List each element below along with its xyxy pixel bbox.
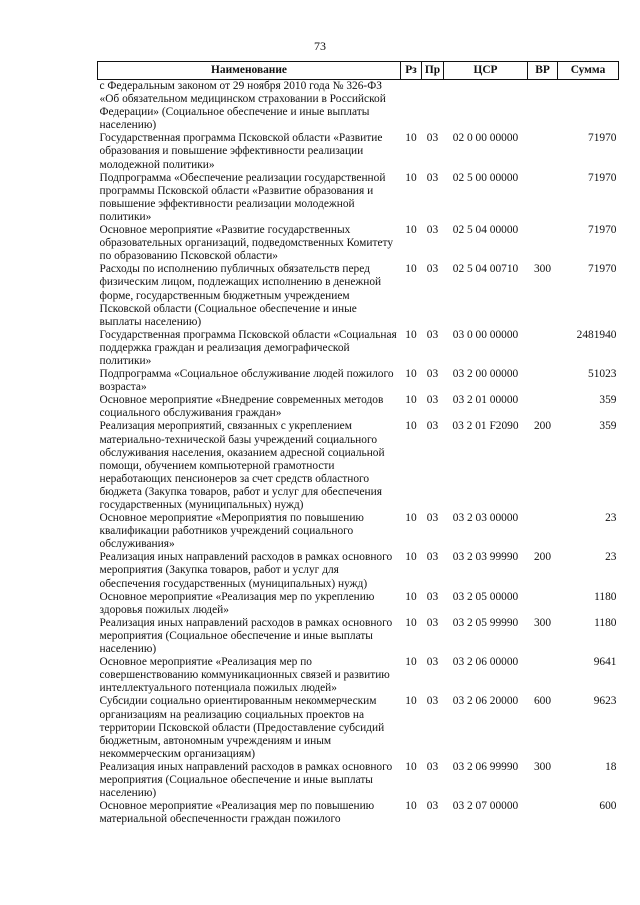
cell-pr: 03 bbox=[426, 171, 439, 184]
cell-sum: 23 bbox=[605, 512, 617, 525]
cell-vr bbox=[528, 80, 558, 133]
cell-rz: 10 bbox=[405, 263, 417, 276]
cell-name: Основное мероприятие «Мероприятия по повышению квалификации работников учреждений социального обслуживания» bbox=[99, 512, 364, 551]
cell-vr bbox=[528, 512, 558, 551]
cell-vr bbox=[528, 591, 558, 617]
cell-csr: 03 2 05 99990 bbox=[452, 616, 519, 629]
table-row bbox=[98, 617, 619, 656]
cell-csr: 03 2 00 00000 bbox=[452, 368, 519, 381]
table-row bbox=[98, 761, 619, 800]
cell-rz: 10 bbox=[405, 695, 417, 708]
cell-sum: 359 bbox=[599, 394, 617, 407]
cell-rz: 10 bbox=[405, 328, 417, 341]
cell-rz: 10 bbox=[405, 132, 417, 145]
cell-csr: 03 0 00 00000 bbox=[452, 328, 519, 341]
cell-pr: 03 bbox=[426, 368, 439, 381]
cell-sum: 9641 bbox=[593, 656, 617, 669]
cell-vr: 600 bbox=[533, 695, 552, 708]
table-row bbox=[98, 329, 619, 368]
cell-rz bbox=[401, 80, 422, 133]
table-row bbox=[98, 224, 619, 263]
cell-sum: 1180 bbox=[594, 590, 617, 603]
cell-csr: 03 2 03 99990 bbox=[452, 551, 519, 564]
cell-pr: 03 bbox=[426, 656, 439, 669]
cell-vr bbox=[528, 132, 558, 171]
table-row bbox=[98, 394, 619, 420]
budget-table bbox=[97, 61, 619, 826]
cell-rz: 10 bbox=[405, 656, 417, 669]
cell-vr bbox=[528, 172, 558, 224]
cell-sum: 23 bbox=[605, 551, 617, 564]
cell-vr: 300 bbox=[533, 263, 552, 276]
cell-name: Основное мероприятие «Внедрение современных методов социального обслуживания граждан» bbox=[99, 394, 384, 420]
cell-vr bbox=[528, 394, 558, 420]
cell-name: с Федеральным законом от 29 ноября 2010 года № 326-ФЗ «Об обязательном медицинском страховании в Российской Федерации» (Социальное обеспечение и иные выплаты населению) bbox=[99, 80, 386, 132]
table-row bbox=[98, 800, 619, 826]
table-row bbox=[98, 656, 619, 695]
cell-rz: 10 bbox=[405, 760, 417, 773]
cell-sum: 71970 bbox=[588, 263, 617, 276]
table-row bbox=[98, 263, 619, 328]
cell-csr: 03 2 06 00000 bbox=[452, 656, 519, 669]
cell-name: Реализация мероприятий, связанных с укреплением материально-технической базы учреждений социального обслуживания населения, оказанием адресной социальной помощи, обучением компьютерной грамотности неработающих пенсионеров за счет средств областного бюджета (Закупка товаров, работ и услуг для обеспечения государственных (муниципальных) нужд) bbox=[99, 420, 385, 511]
cell-name: Основное мероприятие «Реализация мер по повышению материальной обеспеченности граждан пожилого bbox=[99, 800, 375, 826]
cell-name: Основное мероприятие «Реализация мер по совершенствованию коммуникационных связей и развитию интеллектуального потенциала пожилых людей» bbox=[99, 656, 390, 695]
cell-rz: 10 bbox=[405, 171, 417, 184]
cell-pr: 03 bbox=[426, 512, 439, 525]
cell-rz: 10 bbox=[405, 590, 417, 603]
cell-vr bbox=[528, 656, 558, 695]
cell-vr: 300 bbox=[533, 616, 552, 629]
cell-sum: 71970 bbox=[588, 171, 617, 184]
header-pr: Пр bbox=[422, 62, 444, 80]
cell-vr bbox=[528, 800, 558, 826]
cell-pr: 03 bbox=[426, 263, 439, 276]
cell-pr: 03 bbox=[426, 616, 439, 629]
cell-rz: 10 bbox=[405, 420, 417, 433]
cell-pr: 03 bbox=[426, 800, 439, 813]
cell-sum bbox=[558, 80, 619, 133]
cell-csr: 03 2 06 20000 bbox=[452, 695, 519, 708]
cell-pr: 03 bbox=[426, 328, 439, 341]
cell-csr: 03 2 01 F2090 bbox=[452, 420, 519, 433]
cell-csr: 03 2 05 00000 bbox=[452, 590, 519, 603]
cell-sum: 18 bbox=[605, 760, 617, 773]
cell-vr: 200 bbox=[533, 551, 552, 564]
cell-name: Подпрограмма «Обеспечение реализации государственной программы Псковской области «Развитие образования и повышение эффективности реализации молодежной политики» bbox=[99, 171, 386, 223]
cell-pr: 03 bbox=[426, 420, 439, 433]
cell-name: Реализация иных направлений расходов в рамках основного мероприятия (Социальное обеспечение и иные выплаты населению) bbox=[99, 760, 393, 800]
cell-name: Реализация иных направлений расходов в рамках основного мероприятия (Социальное обеспечение и иные выплаты населению) bbox=[99, 616, 393, 656]
table-row bbox=[98, 368, 619, 394]
header-name: Наименование bbox=[98, 62, 401, 80]
cell-rz: 10 bbox=[405, 800, 417, 813]
cell-rz: 10 bbox=[405, 551, 417, 564]
cell-pr: 03 bbox=[426, 760, 439, 773]
cell-name: Основное мероприятие «Реализация мер по укреплению здоровья пожилых людей» bbox=[99, 590, 375, 616]
cell-pr: 03 bbox=[426, 590, 439, 603]
cell-vr bbox=[528, 224, 558, 263]
page-number: 73 bbox=[314, 39, 326, 53]
cell-name: Расходы по исполнению публичных обязательств перед физическим лицом, подлежащих исполнению в денежной форме, государственным бюджетным учреждением Псковской области (Социальное обеспечение и иные выплаты населению) bbox=[99, 263, 382, 328]
table-row bbox=[98, 132, 619, 171]
table-row bbox=[98, 172, 619, 224]
table-row bbox=[98, 80, 619, 133]
cell-sum: 600 bbox=[599, 800, 617, 813]
table-row bbox=[98, 695, 619, 760]
cell-csr: 02 5 04 00710 bbox=[452, 263, 519, 276]
cell-name: Основное мероприятие «Развитие государственных образовательных организаций, подведомственных Комитету по образованию Псковской области» bbox=[99, 224, 394, 263]
table-row bbox=[98, 591, 619, 617]
cell-name: Государственная программа Псковской области «Социальная поддержка граждан и реализация демографической политики» bbox=[99, 328, 397, 367]
cell-sum: 1180 bbox=[594, 616, 617, 629]
cell-pr: 03 bbox=[426, 224, 439, 237]
cell-csr: 02 5 04 00000 bbox=[452, 224, 519, 237]
cell-csr: 03 2 06 99990 bbox=[452, 760, 519, 773]
cell-rz: 10 bbox=[405, 512, 417, 525]
cell-pr: 03 bbox=[426, 394, 439, 407]
header-csr: ЦСР bbox=[444, 62, 528, 80]
table-row bbox=[98, 551, 619, 590]
cell-rz: 10 bbox=[405, 616, 417, 629]
cell-sum: 2481940 bbox=[576, 328, 617, 341]
cell-pr: 03 bbox=[426, 695, 439, 708]
cell-name: Реализация иных направлений расходов в рамках основного мероприятия (Закупка товаров, работ и услуг для обеспечения государственных (муниципальных) нужд) bbox=[99, 551, 393, 590]
cell-csr: 03 2 07 00000 bbox=[452, 800, 519, 813]
cell-rz: 10 bbox=[405, 224, 417, 237]
cell-vr bbox=[528, 329, 558, 368]
cell-csr bbox=[444, 80, 528, 133]
cell-pr: 03 bbox=[426, 551, 439, 564]
cell-vr: 300 bbox=[533, 760, 552, 773]
cell-sum: 359 bbox=[599, 420, 617, 433]
header-rz: Рз bbox=[401, 62, 422, 80]
table-row bbox=[98, 512, 619, 551]
cell-csr: 03 2 01 00000 bbox=[452, 394, 519, 407]
cell-name: Подпрограмма «Социальное обслуживание людей пожилого возраста» bbox=[99, 368, 394, 394]
cell-pr bbox=[422, 80, 444, 133]
cell-name: Государственная программа Псковской области «Развитие образования и повышение эффективности реализации молодежной политики» bbox=[99, 132, 383, 171]
cell-sum: 71970 bbox=[588, 132, 617, 145]
cell-vr: 200 bbox=[533, 420, 552, 433]
table-header-row bbox=[98, 62, 619, 80]
cell-sum: 71970 bbox=[588, 224, 617, 237]
table-row bbox=[98, 420, 619, 512]
cell-csr: 02 0 00 00000 bbox=[452, 132, 519, 145]
header-sum: Сумма bbox=[558, 62, 619, 80]
cell-rz: 10 bbox=[405, 368, 417, 381]
header-vr: ВР bbox=[528, 62, 558, 80]
cell-vr bbox=[528, 368, 558, 394]
cell-rz: 10 bbox=[405, 394, 417, 407]
cell-pr: 03 bbox=[426, 132, 439, 145]
cell-csr: 03 2 03 00000 bbox=[452, 512, 519, 525]
cell-csr: 02 5 00 00000 bbox=[452, 171, 519, 184]
cell-name: Субсидии социально ориентированным некоммерческим организациям на реализацию социальных проектов на территории Псковской области (Предоставление субсидий бюджетным, автономным учреждениям и иным некоммерческим организациям) bbox=[99, 695, 385, 760]
table-body bbox=[98, 80, 619, 827]
cell-sum: 51023 bbox=[588, 368, 617, 381]
cell-sum: 9623 bbox=[593, 695, 617, 708]
